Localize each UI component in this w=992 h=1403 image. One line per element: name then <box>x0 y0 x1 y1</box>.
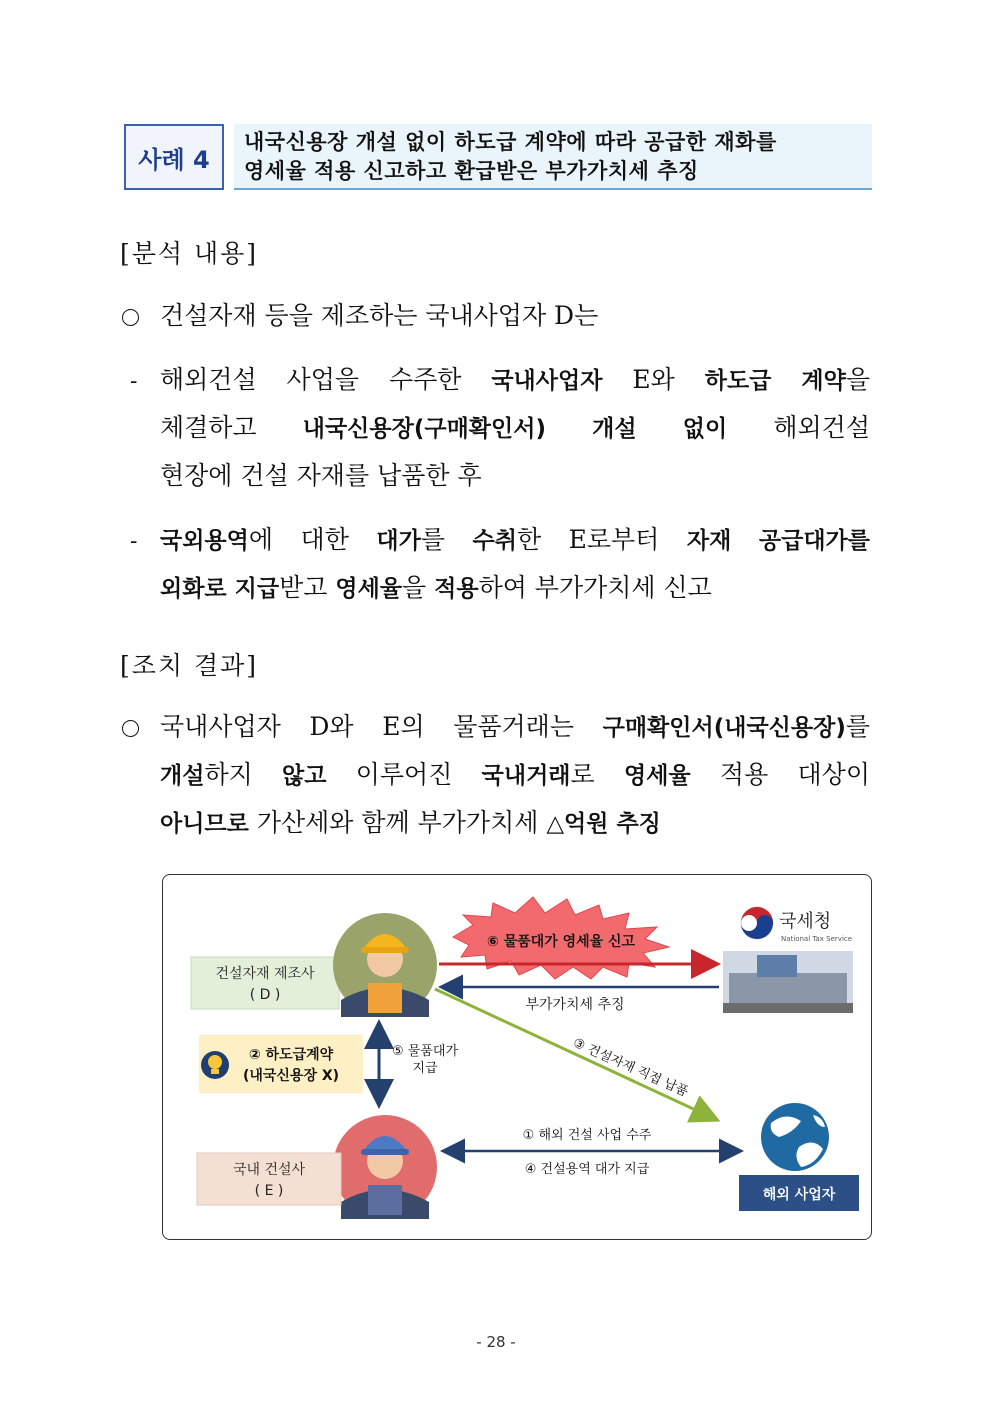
e-label-line2: ( E ) <box>254 1183 284 1199</box>
dash-bullet: - <box>130 529 138 554</box>
starburst-shape <box>453 897 669 979</box>
transaction-diagram <box>162 874 872 1240</box>
step5-line2: 지급 <box>412 1061 438 1076</box>
nts-name: 국세청 <box>779 911 832 932</box>
result-line1: 국내사업자 D와 E의 물품거래는 구매확인서(내국신용장)를 <box>160 712 870 741</box>
e-label-line1: 국내 건설사 <box>232 1162 306 1178</box>
nts-building <box>723 951 853 1013</box>
step1-label: ① 해외 건설 사업 수주 <box>522 1128 652 1143</box>
overseas-label: 해외 사업자 <box>762 1187 836 1203</box>
worker-d-avatar <box>333 913 437 1017</box>
overseas-box <box>739 1175 859 1211</box>
result-heading: [조치 결과] <box>120 651 259 680</box>
vat-collect-label: 부가가치세 추징 <box>525 997 625 1013</box>
step2-box <box>199 1035 363 1093</box>
analysis-bullet1: 건설자재 등을 제조하는 국내사업자 D는 <box>160 301 599 330</box>
result-line2: 개설하지 않고 이루어진 국내거래로 영세율 적용 대상이 <box>160 760 870 789</box>
dash1-line2: 체결하고 내국신용장(구매확인서) 개설 없이 해외건설 <box>160 413 870 442</box>
globe-icon <box>761 1103 829 1171</box>
step3-label: ③ 건설자재 직접 납품 <box>570 1035 691 1100</box>
case-title-box <box>234 124 872 190</box>
nts-logo <box>741 907 852 943</box>
analysis-heading: [분석 내용] <box>120 239 259 268</box>
step4-label: ④ 건설용역 대가 지급 <box>524 1162 650 1177</box>
case-label-box <box>124 124 224 190</box>
d-label-box <box>191 957 339 1009</box>
step2-line1: ② 하도급계약 <box>248 1047 334 1063</box>
diagram-canvas <box>163 875 872 1240</box>
case-title-line1: 내국신용장 개설 없이 하도급 계약에 따라 공급한 재화를 <box>244 130 777 154</box>
d-label-line1: 건설자재 제조사 <box>215 966 315 982</box>
dash2-line2: 외화로 지급받고 영세율을 적용하여 부가가치세 신고 <box>160 573 712 602</box>
case-label: 사례 4 <box>138 145 210 174</box>
dash-bullet: - <box>130 369 138 394</box>
d-label-line2: ( D ) <box>249 987 281 1003</box>
circle-bullet <box>122 309 139 326</box>
step2-line2: (내국신용장 X) <box>242 1068 340 1084</box>
dash1-line1: 해외건설 사업을 수주한 국내사업자 E와 하도급 계약을 <box>160 365 870 394</box>
page-number: - 28 - <box>476 1333 516 1351</box>
result-line3: 아니므로 가산세와 함께 부가가치세 △억원 추징 <box>160 808 661 837</box>
circle-bullet <box>122 720 139 737</box>
case-title-line2: 영세율 적용 신고하고 환급받은 부가가치세 추징 <box>244 159 699 183</box>
step5-line1: ⑤ 물품대가 <box>391 1044 459 1059</box>
dash2-line1: 국외용역에 대한 대가를 수취한 E로부터 자재 공급대가를 <box>160 525 870 554</box>
e-label-box <box>197 1153 341 1205</box>
dash1-line3: 현장에 건설 자재를 납품한 후 <box>160 461 482 490</box>
step6-label: ⑥ 물품대가 영세율 신고 <box>486 934 636 950</box>
worker-e-avatar <box>333 1115 437 1219</box>
nts-sub: National Tax Service <box>781 935 853 943</box>
